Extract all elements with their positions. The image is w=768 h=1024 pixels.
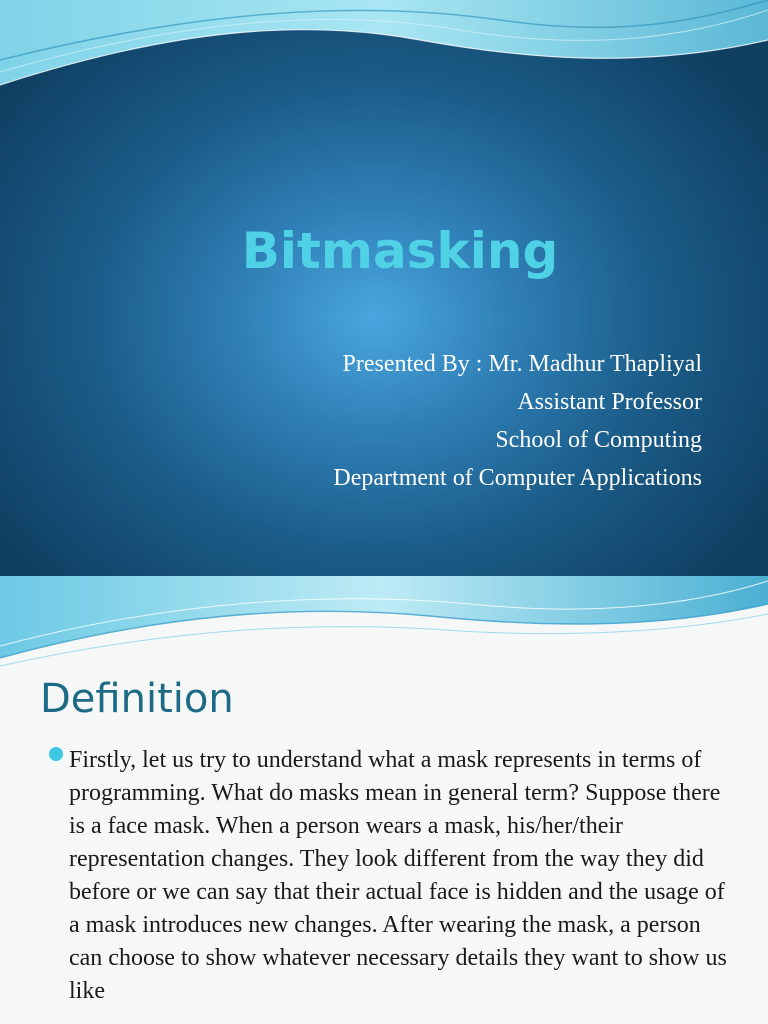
presenter-info bbox=[333, 345, 702, 497]
definition-slide bbox=[0, 576, 768, 1024]
definition-heading: Definition bbox=[40, 676, 234, 722]
definition-paragraph: Firstly, let us try to understand what a mask represents in terms of programming. What do masks mean in general term? Suppose there is a face mask. When a person wears a mask, his/her/their representation changes. They look different from the way they did before or we can say that their actual face is hidden and the usage of a mask introduces new changes. After wearing the mask, a person can choose to show whatever necessary details they want to show us like bbox=[69, 747, 727, 1004]
bullet-dot-icon bbox=[49, 747, 63, 761]
presenter-department: Department of Computer Applications bbox=[333, 465, 702, 491]
presenter-role: Assistant Professor bbox=[517, 389, 702, 415]
presenter-school: School of Computing bbox=[495, 427, 702, 453]
slide2-wave-decoration bbox=[0, 576, 768, 676]
presenter-name: Presented By : Mr. Madhur Thapliyal bbox=[342, 351, 702, 377]
presentation-title: Bitmasking bbox=[241, 222, 559, 280]
top-wave-decoration bbox=[0, 0, 768, 110]
